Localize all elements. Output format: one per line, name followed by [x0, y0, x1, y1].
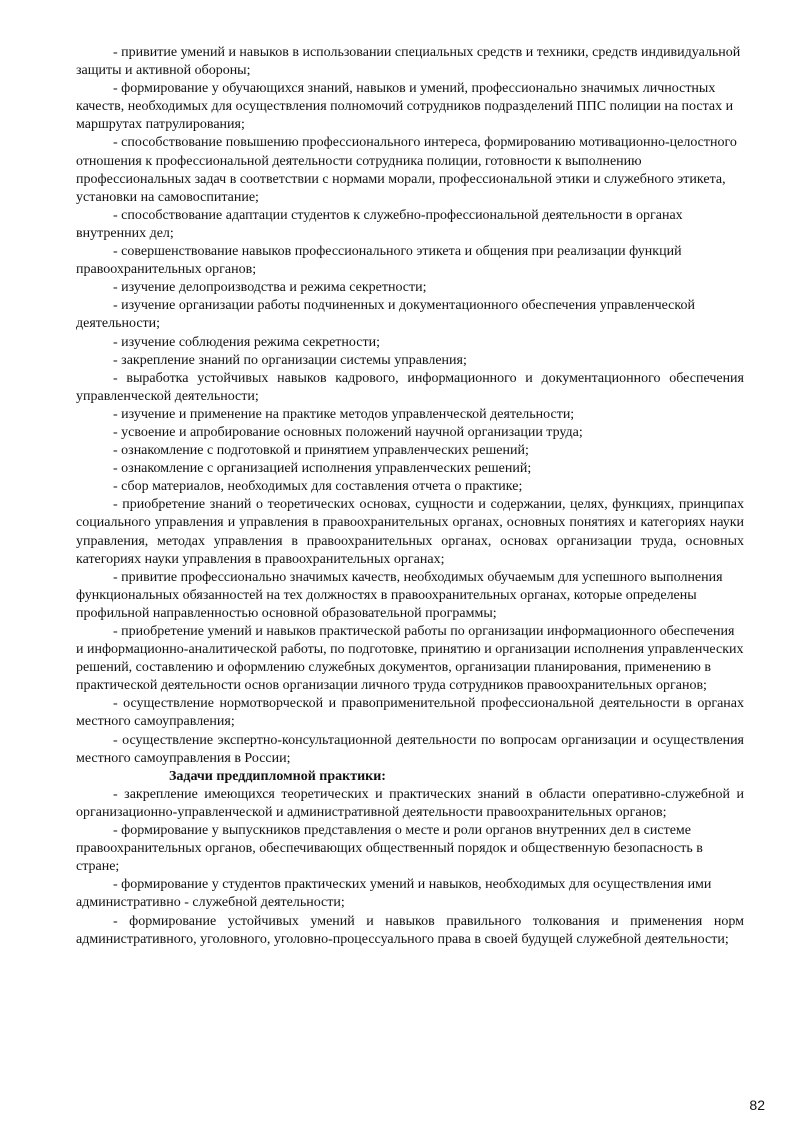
- page-number: 82: [749, 1097, 765, 1113]
- task-paragraph: - совершенствование навыков профессионального этикета и общения при реализации функций правоохранительных органов;: [76, 244, 682, 278]
- task-paragraph: - формирование у выпускников представления о месте и роли органов внутренних дел в системе правоохранительных органов, обеспечивающих общественный порядок и общественную безопасность в стране;: [76, 823, 703, 875]
- task-paragraph: - привитие умений и навыков в использовании специальных средств и техники, средств индивидуальной защиты и активной обороны;: [76, 45, 741, 79]
- tasks-list-before: [76, 44, 744, 768]
- task-paragraph: - изучение организации работы подчиненных и документационного обеспечения управленческой деятельности;: [76, 298, 695, 332]
- task-paragraph: - закрепление знаний по организации системы управления;: [113, 352, 467, 368]
- task-paragraph: - приобретение умений и навыков практической работы по организации информационного обеспечения и информационно-аналитической работы, по подготовке, принятию и организации исполнения управленческих решений, составлению и оформлению служебных документов, организации планирования, применению в практической деятельности основ организации личного труда сотрудников правоохранительных органов;: [76, 624, 744, 694]
- document-page: [76, 44, 744, 949]
- task-paragraph: - изучение соблюдения режима секретности;: [113, 334, 380, 350]
- task-paragraph: - способствование адаптации студентов к служебно-профессиональной деятельности в органах внутренних дел;: [76, 207, 683, 241]
- task-paragraph: - приобретение знаний о теоретических основах, сущности и содержании, целях, функциях, принципах социального управления и управления в правоохранительных органах, основных понятиях и категориях науки управления, методах управления в правоохранительных органах, основах организации труда, основных категориях науки управления в правоохранительных органах;: [76, 497, 744, 567]
- task-paragraph: - формирование у обучающихся знаний, навыков и умений, профессионально значимых личностных качеств, необходимых для осуществления полномочий сотрудников подразделений ППС полиции на постах и маршрутах патрулирования;: [76, 81, 734, 133]
- task-paragraph: - ознакомление с организацией исполнения управленческих решений;: [113, 461, 532, 477]
- task-paragraph: - формирование у студентов практических умений и навыков, необходимых для осуществления ими административно - служебной деятельности;: [76, 877, 712, 911]
- task-paragraph: - осуществление нормотворческой и правоприменительной профессиональной деятельности в органах местного самоуправления;: [76, 696, 744, 730]
- task-paragraph: - ознакомление с подготовкой и принятием управленческих решений;: [113, 443, 529, 459]
- task-paragraph: - формирование устойчивых умений и навыков правильного толкования и применения норм административного, уголовного, уголовно-процессуального права в своей будущей служебной деятельности;: [76, 913, 744, 947]
- task-paragraph: - способствование повышению профессионального интереса, формированию мотивационно-целостного отношения к профессиональной деятельности сотрудника полиции, готовности к выполнению профессиональных задач в соответствии с нормами морали, профессиональной этики и служебного этикета, установки на самовоспитание;: [76, 135, 737, 205]
- task-paragraph: - выработка устойчивых навыков кадрового, информационного и документационного обеспечения управленческой деятельности;: [76, 370, 744, 404]
- task-paragraph: - привитие профессионально значимых качеств, необходимых обучаемым для успешного выполнения функциональных обязанностей на тех должностях в правоохранительных органах, которые определены профильной направленностью основной образовательной программы;: [76, 569, 723, 621]
- task-paragraph: - усвоение и апробирование основных положений научной организации труда;: [113, 424, 583, 440]
- tasks-list-after: [76, 786, 744, 949]
- task-paragraph: - осуществление экспертно-консультационной деятельности по вопросам организации и осуществления местного самоуправления в России;: [76, 732, 744, 766]
- task-paragraph: - закрепление имеющихся теоретических и практических знаний в области оперативно-служебной и организационно-управленческой и административной деятельности правоохранительных органов;: [76, 786, 744, 820]
- task-paragraph: - изучение и применение на практике методов управленческой деятельности;: [113, 406, 575, 422]
- task-paragraph: - сбор материалов, необходимых для составления отчета о практике;: [113, 479, 523, 495]
- task-paragraph: - изучение делопроизводства и режима секретности;: [113, 280, 427, 296]
- section-heading: Задачи преддипломной практики:: [169, 768, 386, 784]
